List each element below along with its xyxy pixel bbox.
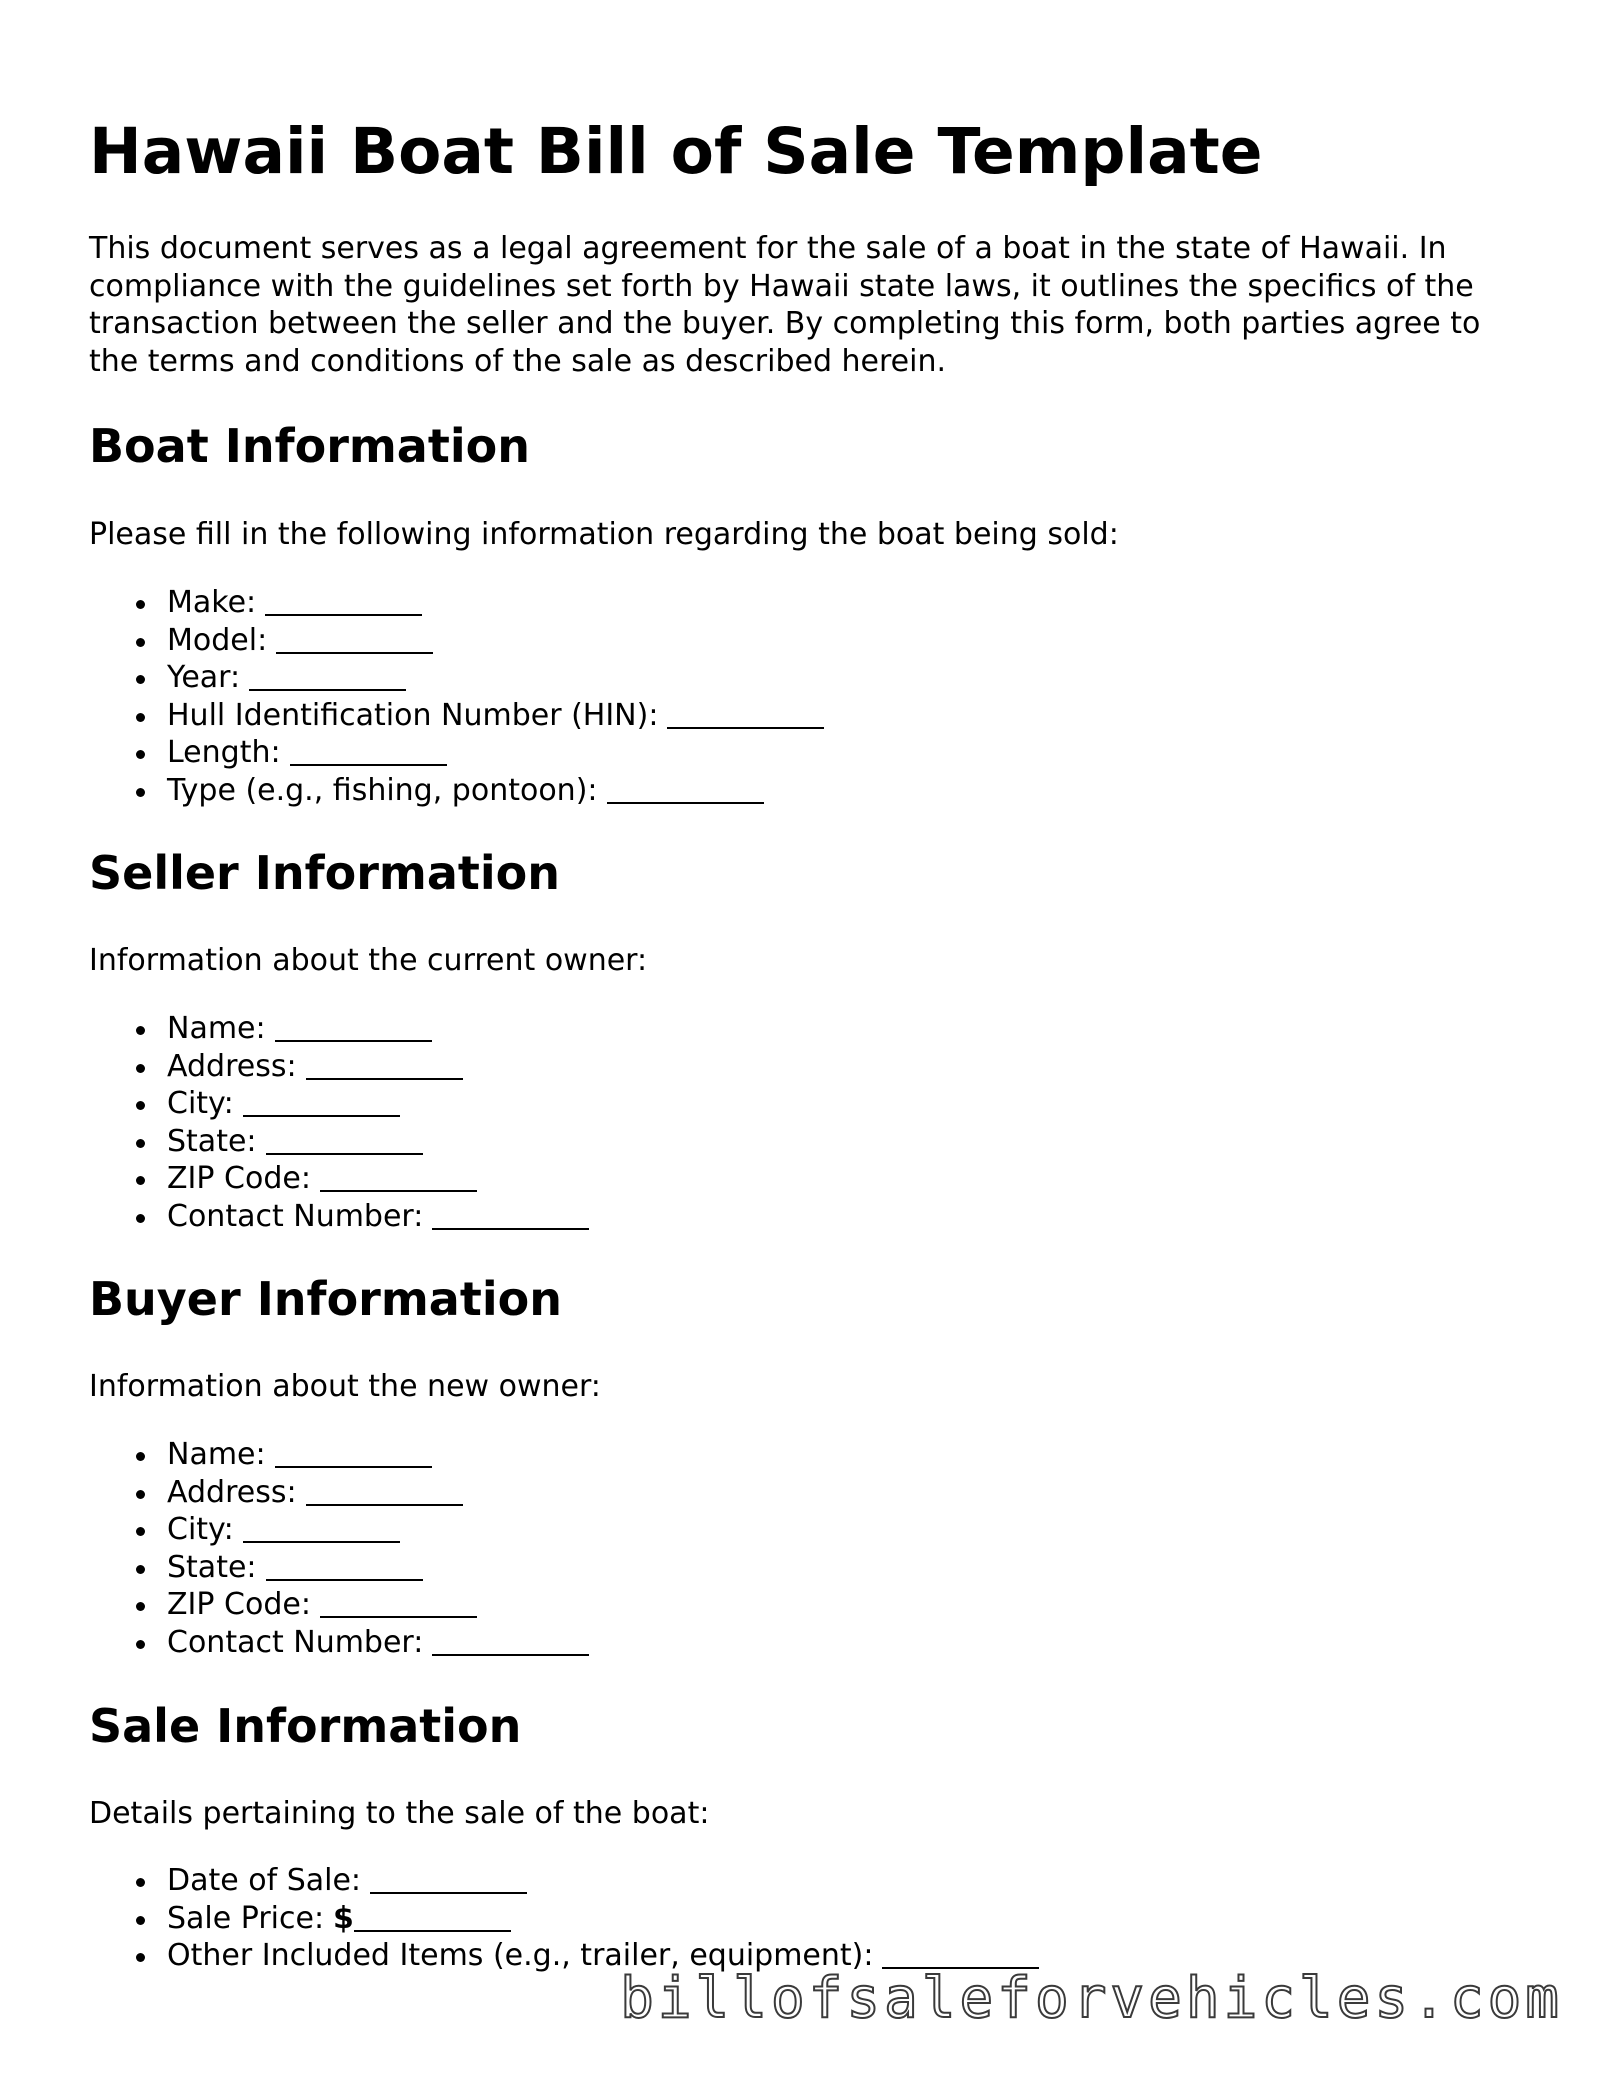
field-label: ZIP Code: — [167, 1587, 311, 1622]
sale-section-lead: Details pertaining to the sale of the boat: — [89, 1796, 710, 1831]
boat-field-type — [167, 772, 824, 810]
boat-section-lead: Please fill in the following information regarding the boat being sold: — [89, 517, 1119, 552]
fill-in-blank[interactable] — [607, 772, 764, 804]
field-label: Name: — [167, 1437, 266, 1472]
buyer-field-state — [167, 1549, 589, 1587]
fill-in-blank[interactable] — [306, 1474, 463, 1506]
buyer-field-city — [167, 1511, 589, 1549]
field-label: Model: — [167, 622, 268, 658]
buyer-field-contact — [167, 1624, 589, 1662]
fill-in-blank[interactable] — [354, 1900, 511, 1932]
field-label: Make: — [167, 585, 257, 620]
buyer-field-address — [167, 1474, 589, 1512]
fill-in-blank[interactable] — [276, 622, 433, 654]
fill-in-blank[interactable] — [266, 1123, 423, 1155]
field-label: State: — [167, 1123, 257, 1159]
field-label: State: — [167, 1549, 257, 1585]
seller-field-state — [167, 1123, 589, 1161]
sale-section-heading: Sale Information — [89, 1699, 522, 1753]
field-label: Sale Price: — [167, 1900, 325, 1936]
site-watermark: billofsaleforvehicles.com — [620, 1966, 1563, 2031]
buyer-section-lead: Information about the new owner: — [89, 1369, 601, 1404]
seller-section-lead: Information about the current owner: — [89, 943, 648, 978]
fill-in-blank[interactable] — [306, 1048, 463, 1080]
seller-field-zip — [167, 1160, 589, 1198]
field-label: Length: — [167, 735, 281, 770]
boat-field-model — [167, 622, 824, 660]
field-label: City: — [167, 1512, 234, 1547]
sale-field-list — [89, 1862, 1039, 1975]
sale-field-date — [167, 1862, 1039, 1900]
fill-in-blank[interactable] — [290, 734, 447, 766]
seller-field-city — [167, 1085, 589, 1123]
buyer-section-heading: Buyer Information — [89, 1272, 562, 1326]
field-label: Type (e.g., fishing, pontoon): — [167, 772, 598, 808]
sale-field-price — [167, 1900, 1039, 1938]
field-label: Address: — [167, 1048, 297, 1084]
buyer-field-name — [167, 1436, 589, 1474]
buyer-field-zip — [167, 1586, 589, 1624]
fill-in-blank[interactable] — [249, 659, 406, 691]
seller-field-name — [167, 1010, 589, 1048]
boat-field-hin — [167, 697, 824, 735]
fill-in-blank[interactable] — [275, 1010, 432, 1042]
fill-in-blank[interactable] — [243, 1511, 400, 1543]
page-title: Hawaii Boat Bill of Sale Template — [89, 115, 1263, 188]
fill-in-blank[interactable] — [432, 1198, 589, 1230]
fill-in-blank[interactable] — [243, 1085, 400, 1117]
field-label: Year: — [167, 660, 241, 695]
seller-field-list — [89, 1010, 589, 1235]
field-label: Other Included Items (e.g., trailer, equipment): — [167, 1938, 874, 1973]
field-label: Hull Identification Number (HIN): — [167, 697, 659, 733]
fill-in-blank[interactable] — [667, 697, 824, 729]
fill-in-blank[interactable] — [320, 1586, 477, 1618]
field-label: City: — [167, 1086, 234, 1121]
buyer-field-list — [89, 1436, 589, 1661]
fill-in-blank[interactable] — [275, 1436, 432, 1468]
field-label: Address: — [167, 1474, 297, 1510]
seller-field-contact — [167, 1198, 589, 1236]
boat-field-list — [89, 584, 824, 809]
boat-field-make — [167, 584, 824, 622]
boat-field-length — [167, 734, 824, 772]
field-label: Contact Number: — [167, 1624, 424, 1660]
field-label: Name: — [167, 1011, 266, 1046]
intro-paragraph: This document serves as a legal agreement for the sale of a boat in the state of Hawaii. In compliance with the guidelines set forth by Hawaii state laws, it outlines the specifics of the transaction between the seller and the buyer. By completing this form, both parties agree to the terms and conditions of the sale as described herein. — [89, 231, 1481, 379]
field-label: ZIP Code: — [167, 1161, 311, 1196]
seller-field-address — [167, 1048, 589, 1086]
currency-symbol: $ — [333, 1900, 354, 1936]
fill-in-blank[interactable] — [432, 1624, 589, 1656]
boat-section-heading: Boat Information — [89, 419, 530, 473]
field-label: Contact Number: — [167, 1198, 424, 1234]
seller-section-heading: Seller Information — [89, 846, 561, 900]
boat-field-year — [167, 659, 824, 697]
fill-in-blank[interactable] — [266, 1549, 423, 1581]
field-label: Date of Sale: — [167, 1863, 362, 1898]
fill-in-blank[interactable] — [320, 1160, 477, 1192]
fill-in-blank[interactable] — [370, 1862, 527, 1894]
fill-in-blank[interactable] — [265, 584, 422, 616]
fill-in-blank[interactable] — [882, 1937, 1039, 1969]
